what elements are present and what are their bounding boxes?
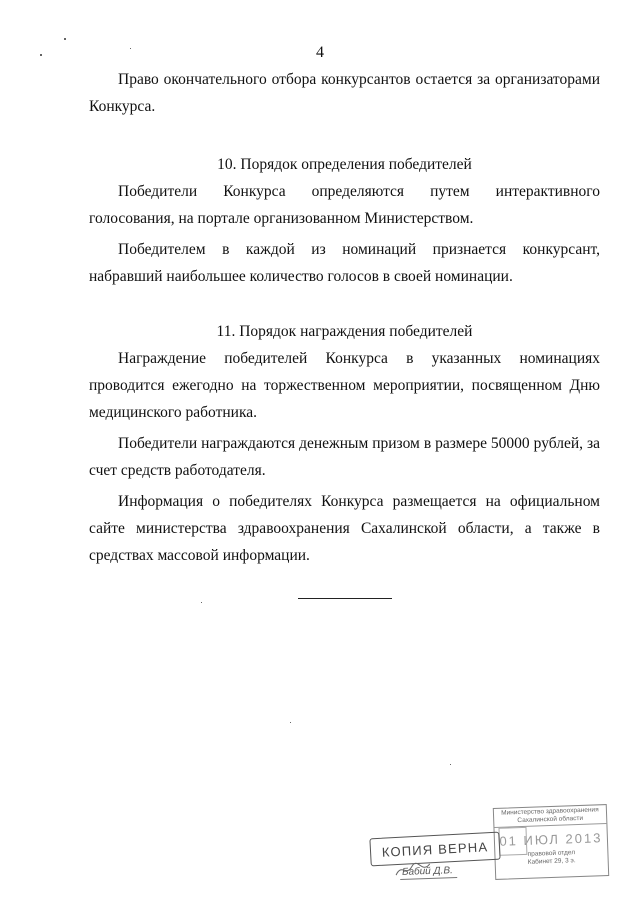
ministry-registration-stamp bbox=[493, 804, 609, 880]
section-11-heading: 11. Порядок награждения победителей bbox=[216, 323, 473, 340]
copy-certified-stamp bbox=[369, 832, 500, 867]
section-11-paragraph-1: Награждение победителей Конкурса в указанных номинациях проводится ежегодно на торжественном мероприятии, посвященном Дню медицинского работника. bbox=[89, 350, 600, 421]
signer-line bbox=[400, 865, 457, 880]
page-number: 4 bbox=[316, 44, 324, 61]
section-10-heading: 10. Порядок определения победителей bbox=[217, 156, 472, 173]
document-body bbox=[89, 66, 600, 569]
stamp-box bbox=[498, 827, 527, 856]
ministry-stamp-header: Министерство здравоохранения Сахалинской области bbox=[494, 805, 607, 828]
section-10-paragraph-2: Победителем в каждой из номинаций признается конкурсант, набравший наибольшее количество голосов в своей номинации. bbox=[89, 241, 600, 285]
signature-icon bbox=[394, 860, 435, 879]
section-11-paragraph-3: Информация о победителях Конкурса размещается на официальном сайте министерства здравоохранения Сахалинской области, а также в средствах массовой информации. bbox=[89, 493, 600, 564]
signer-name: Бабий Д.В. bbox=[401, 865, 454, 878]
section-11-paragraph-2: Победители награждаются денежным призом в размере 50000 рублей, за счет средств работодателя. bbox=[89, 435, 600, 479]
stamp-reg-note: Кабинет 29, 3 э. bbox=[527, 857, 576, 866]
section-10-paragraph-1: Победители Конкурса определяются путем интерактивного голосования, на портале организованном Министерством. bbox=[89, 183, 600, 227]
stamp-date: 01 ИЮЛ 2013 bbox=[499, 830, 603, 849]
stamp-department: правовой отдел bbox=[527, 849, 576, 858]
intro-paragraph: Право окончательного отбора конкурсантов остается за организаторами Конкурса. bbox=[89, 71, 600, 115]
end-divider bbox=[298, 598, 392, 599]
copy-certified-label: КОПИЯ ВЕРНА bbox=[381, 838, 489, 860]
